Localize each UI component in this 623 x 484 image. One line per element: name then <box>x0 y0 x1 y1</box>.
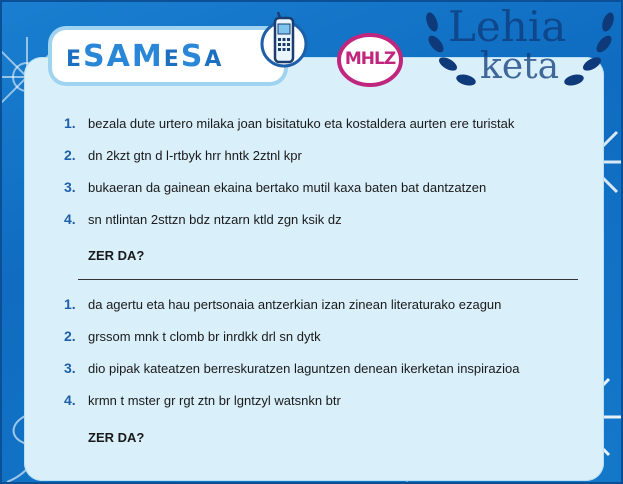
list-item <box>64 320 519 352</box>
item-number: 2. <box>64 147 76 163</box>
list-item <box>64 288 519 320</box>
list-item <box>64 139 514 171</box>
logo-text: ESAMESA <box>66 38 224 74</box>
riddle-list-1 <box>64 107 514 235</box>
item-text: bukaeran da gainean ekaina bertako mutil kaxa baten bat dantzatzen <box>88 179 487 195</box>
item-text: grssom mnk t clomb br inrdkk drl sn dytk <box>88 328 321 344</box>
item-number: 4. <box>64 211 76 227</box>
lehia-keta-logo <box>420 2 620 102</box>
mhlz-badge <box>336 32 404 88</box>
brand-line2: keta <box>480 46 560 87</box>
item-text: krmn t mster gr rgt ztn br lgntzyl watsnkn btr <box>88 392 341 408</box>
brand-line1: Lehia <box>448 2 567 51</box>
item-text: bezala dute urtero milaka joan bisitatuko eta kostaldera aurten ere turistak <box>88 115 515 131</box>
list-item <box>64 171 514 203</box>
list-item <box>64 384 519 416</box>
item-number: 3. <box>64 179 76 195</box>
item-number: 1. <box>64 115 76 131</box>
item-number: 4. <box>64 392 76 408</box>
item-text: da agertu eta hau pertsonaia antzerkian izan zinean literaturako ezagun <box>88 296 502 312</box>
section-divider <box>78 279 578 280</box>
list-item <box>64 203 514 235</box>
item-number: 1. <box>64 296 76 312</box>
badge-label: MHLZ <box>344 49 396 69</box>
question-label-1: ZER DA? <box>88 248 145 263</box>
item-text: dio pipak kateatzen berreskuratzen laguntzen denean ikerketan inspirazioa <box>88 360 520 376</box>
esamesa-logo <box>52 30 284 82</box>
item-text: sn ntlintan 2sttzn bdz ntzarn ktld zgn ksik dz <box>88 211 342 227</box>
riddle-list-2 <box>64 288 519 416</box>
list-item <box>64 352 519 384</box>
mobile-phone-icon <box>260 12 308 72</box>
item-number: 2. <box>64 328 76 344</box>
question-label-2: ZER DA? <box>88 430 145 445</box>
item-number: 3. <box>64 360 76 376</box>
list-item <box>64 107 514 139</box>
item-text: dn 2kzt gtn d l-rtbyk hrr hntk 2ztnl kpr <box>88 147 302 163</box>
